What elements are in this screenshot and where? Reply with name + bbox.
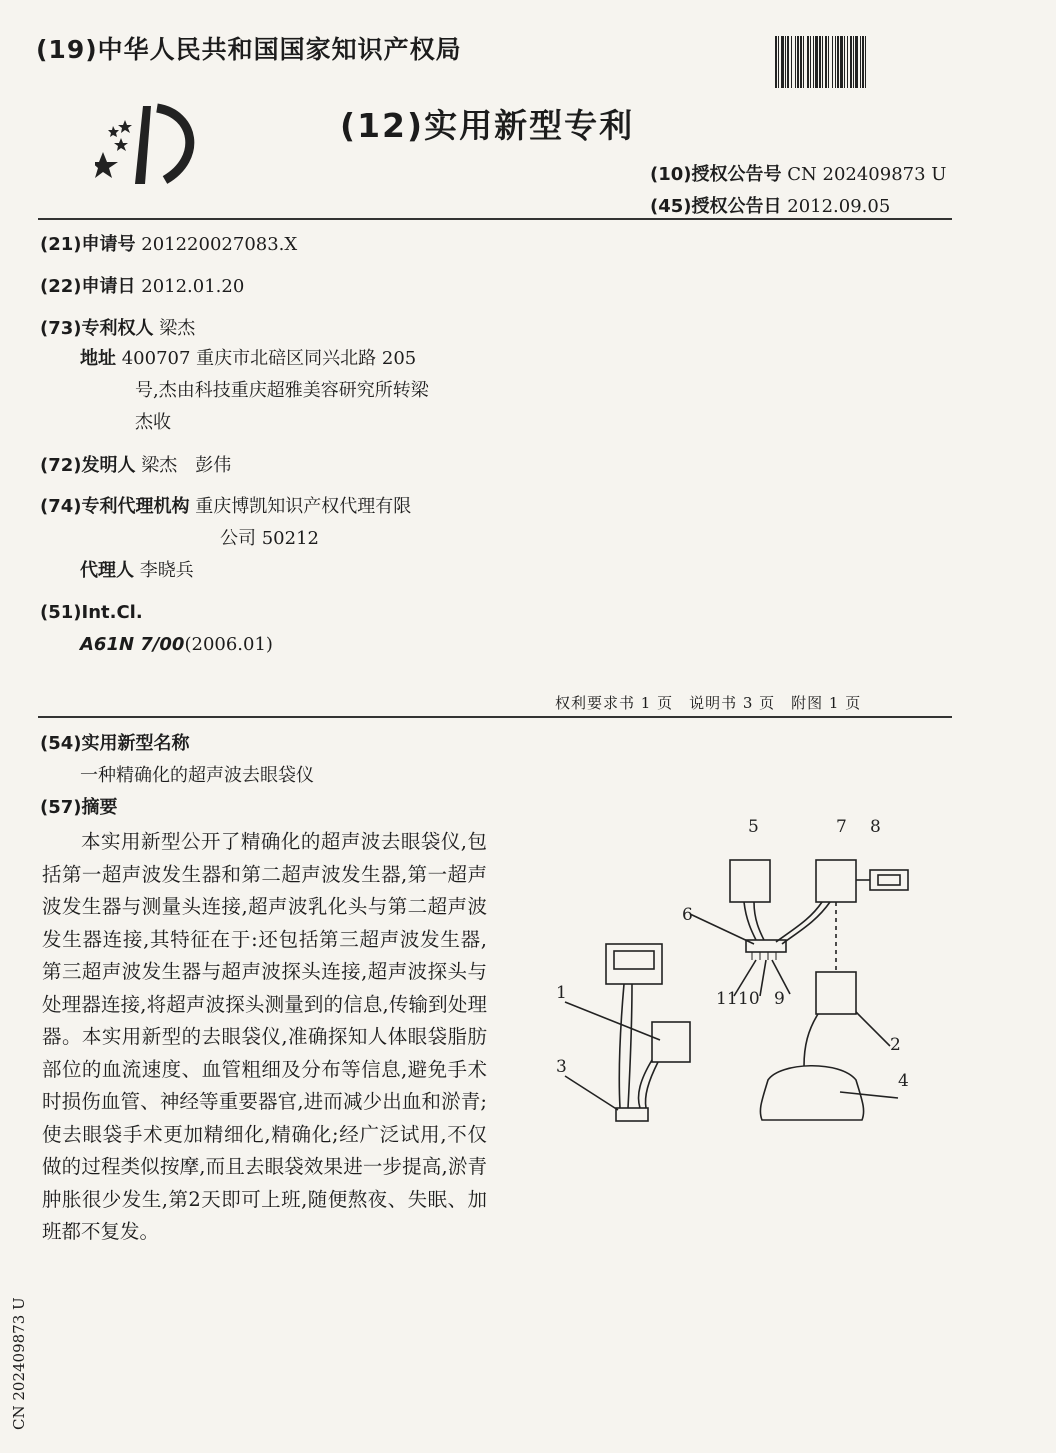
leader-4	[840, 1092, 898, 1098]
probe-cable-right	[628, 984, 632, 1108]
cnipa-logo	[95, 100, 205, 190]
box-5	[730, 860, 770, 902]
monitor-screen	[614, 951, 654, 969]
handle-6	[746, 940, 786, 952]
inventor-row	[40, 453, 231, 478]
barcode	[775, 36, 951, 88]
agent-row	[80, 558, 194, 583]
leader-3	[565, 1076, 618, 1110]
box-8	[870, 870, 908, 890]
address-line-3: 杰收	[135, 412, 171, 433]
star-small-1	[118, 120, 132, 133]
probe-3	[616, 1108, 648, 1121]
application-number-label: (21)申请号	[40, 234, 136, 255]
label-6: 6	[682, 905, 693, 925]
box-1	[652, 1022, 690, 1062]
star-small-3	[108, 126, 119, 137]
application-date: 2012.01.20	[141, 276, 245, 297]
abstract-label: (57)摘要	[40, 797, 118, 818]
address-label: 地址	[80, 348, 116, 369]
utility-model-title: 一种精确化的超声波去眼袋仪	[80, 765, 314, 786]
patentee-label: (73)专利权人	[40, 318, 154, 339]
box-2	[816, 972, 856, 1014]
document-type: (12)实用新型专利	[340, 106, 635, 145]
leader-1	[565, 1002, 660, 1040]
cable-7b	[782, 902, 830, 944]
ipc-label-row	[40, 600, 143, 625]
publication-date-row	[650, 192, 890, 218]
logo-stem	[135, 106, 151, 184]
inventor-label: (72)发明人	[40, 455, 136, 476]
agency-line-1: 重庆博凯知识产权代理有限	[195, 496, 412, 517]
agency-line-2: 公司 50212	[220, 528, 319, 549]
patentee: 梁杰	[159, 318, 196, 339]
agency-label: (74)专利代理机构	[40, 496, 190, 517]
label-4: 4	[898, 1071, 909, 1091]
publication-number-row	[650, 160, 946, 186]
page-count-info: 权利要求书 1 页 说明书 3 页 附图 1 页	[555, 694, 862, 712]
application-date-row	[40, 274, 244, 299]
application-number-row	[40, 232, 297, 257]
agent: 李晓兵	[139, 560, 194, 581]
address-line-2: 号,杰由科技重庆超雅美容研究所转梁	[135, 380, 429, 401]
office-title: (19)中华人民共和国国家知识产权局	[36, 35, 462, 64]
label-2: 2	[890, 1035, 901, 1055]
ipc-label: (51)Int.Cl.	[40, 602, 143, 623]
label-8: 8	[870, 817, 881, 837]
publication-date: 2012.09.05	[787, 196, 891, 217]
leader-2	[856, 1012, 890, 1046]
label-9: 9	[774, 989, 785, 1009]
publication-date-label: (45)授权公告日	[650, 196, 782, 217]
star-small-2	[114, 138, 128, 151]
label-5: 5	[748, 817, 759, 837]
inventors: 梁杰 彭伟	[141, 455, 232, 476]
cable-2	[804, 1014, 818, 1066]
label-1: 1	[556, 983, 567, 1003]
label-10: 10	[738, 989, 760, 1009]
address-row	[80, 346, 416, 371]
section-rule	[38, 716, 952, 718]
leader-6	[690, 914, 754, 944]
ipc-code: A61N 7/00	[80, 634, 185, 655]
utility-model-title-label: (54)实用新型名称	[40, 733, 190, 754]
label-3: 3	[556, 1057, 567, 1077]
ipc-row	[80, 632, 273, 657]
patentee-row	[40, 316, 195, 341]
address-line-1: 400707 重庆市北碚区同兴北路 205	[121, 348, 417, 369]
device-diagram	[540, 810, 960, 1130]
ipc-version: (2006.01)	[184, 634, 273, 655]
abstract-text: 本实用新型公开了精确化的超声波去眼袋仪,包括第一超声波发生器和第二超声波发生器,第一超声波发生器与测量头连接,超声波乳化头与第二超声波发生器连接,其特征在于:还包括第三超声波发生器,第三超声波发生器与超声波探头连接,超声波探头与处理器连接,将超声波探头测量到的信息,传输到处理器。本实用新型的去眼袋仪,准确探知人体眼袋脂肪部位的血流速度、血管粗细及分布等信息,避免手术时损伤血管、神经等重要器官,进而减少出血和淤青;使去眼袋手术更加精细化,精确化;经广泛试用,不仅做的过程类似按摩,而且去眼袋效果进一步提高,淤青肿胀很少发生,第2天即可上班,随便熬夜、失眠、加班都不复发。	[42, 830, 487, 1243]
handle-tips	[752, 952, 776, 960]
logo-arc	[157, 108, 190, 180]
barcode-bar	[866, 36, 868, 88]
publication-number-label: (10)授权公告号	[650, 164, 782, 185]
header-rule	[38, 218, 952, 220]
application-number: 201220027083.X	[141, 234, 298, 255]
cable-5b	[754, 902, 764, 940]
label-7: 7	[836, 817, 847, 837]
label-11: 11	[716, 989, 738, 1009]
probe-cable-left	[619, 984, 624, 1108]
leader-10	[760, 960, 766, 996]
box-7	[816, 860, 856, 902]
star-large	[95, 152, 118, 178]
cable-7a	[776, 902, 822, 942]
publication-number: CN 202409873 U	[787, 164, 947, 185]
box-8-inner	[878, 875, 900, 885]
agency-row	[40, 494, 411, 519]
side-publication-number: CN 202409873 U	[10, 1297, 28, 1430]
application-date-label: (22)申请日	[40, 276, 136, 297]
agent-label: 代理人	[80, 560, 134, 581]
